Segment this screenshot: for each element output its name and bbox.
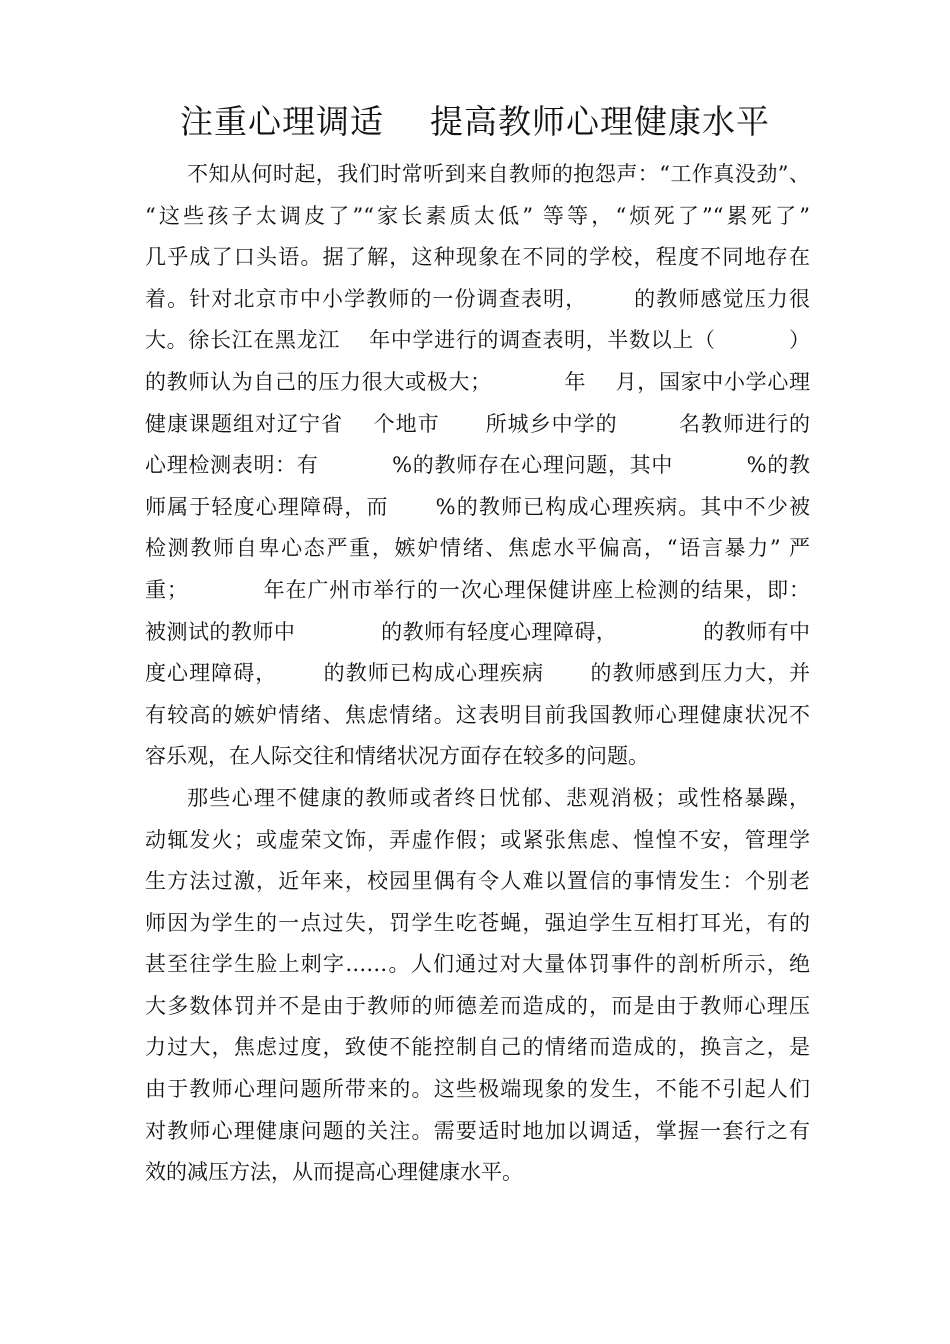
paragraph-line: 有较高的嫉妒情绪、焦虑情绪。这表明目前我国教师心理健康状况不 <box>145 702 810 727</box>
paragraph-line: 师属于轻度心理障碍，而 %的教师已构成心理疾病。其中不少被 <box>145 494 810 519</box>
paragraph-line: 心理检测表明：有 %的教师存在心理问题，其中 %的教 <box>145 453 810 478</box>
paragraph-line: 着。针对北京市中小学教师的一份调查表明， 的教师感觉压力很 <box>145 286 810 311</box>
paragraph-line: 师因为学生的一点过失，罚学生吃苍蝇，强迫学生互相打耳光，有的 <box>145 910 810 935</box>
paragraph-line: 几乎成了口头语。据了解，这种现象在不同的学校，程度不同地存在 <box>145 245 810 270</box>
paragraph-line: 由于教师心理问题所带来的。这些极端现象的发生，不能不引起人们 <box>145 1077 810 1102</box>
paragraph-line: 对教师心理健康问题的关注。需要适时地加以调适，掌握一套行之有 <box>145 1118 810 1143</box>
paragraph-line: 那些心理不健康的教师或者终日忧郁、悲观消极；或性格暴躁， <box>187 785 810 810</box>
paragraph-line: 的教师认为自己的压力很大或极大； 年 月，国家中小学心理 <box>145 369 810 394</box>
paragraph-line: 检测教师自卑心态严重，嫉妒情绪、焦虑水平偏高，“语言暴力” 严 <box>145 536 810 561</box>
paragraph-line: 动辄发火；或虚荣文饰，弄虚作假；或紧张焦虑、惶惶不安，管理学 <box>145 827 810 852</box>
document-body <box>145 154 810 1194</box>
paragraph-line: 被测试的教师中 的教师有轻度心理障碍， 的教师有中 <box>145 619 810 644</box>
paragraph-2 <box>145 778 810 1194</box>
paragraph-line: 生方法过激，近年来，校园里偶有令人难以置信的事情发生：个别老 <box>145 869 810 894</box>
document-title: 注重心理调适 提高教师心理健康水平 <box>180 102 770 141</box>
paragraph-line: 大多数体罚并不是由于教师的师德差而造成的，而是由于教师心理压 <box>145 993 810 1018</box>
paragraph-line: 容乐观，在人际交往和情绪状况方面存在较多的问题。 <box>145 744 649 769</box>
paragraph-line: 大。徐长江在黑龙江 年中学进行的调查表明，半数以上（ ） <box>145 328 810 353</box>
paragraph-line: 效的减压方法，从而提高心理健康水平。 <box>145 1160 523 1185</box>
paragraph-line: 度心理障碍， 的教师已构成心理疾病 的教师感到压力大，并 <box>145 661 810 686</box>
paragraph-1 <box>145 154 810 778</box>
paragraph-line: “这些孩子太调皮了”“家长素质太低” 等等，“烦死了”“累死了” <box>145 203 810 228</box>
paragraph-line: 健康课题组对辽宁省 个地市 所城乡中学的 名教师进行的 <box>145 411 810 436</box>
paragraph-line: 甚至往学生脸上刺字……。人们通过对大量体罚事件的剖析所示，绝 <box>145 952 810 977</box>
paragraph-line: 不知从何时起，我们时常听到来自教师的抱怨声：“工作真没劲”、 <box>187 162 810 186</box>
paragraph-line: 力过大，焦虑过度，致使不能控制自己的情绪而造成的，换言之，是 <box>145 1035 810 1060</box>
paragraph-line: 重； 年在广州市举行的一次心理保健讲座上检测的结果，即： <box>145 577 810 602</box>
